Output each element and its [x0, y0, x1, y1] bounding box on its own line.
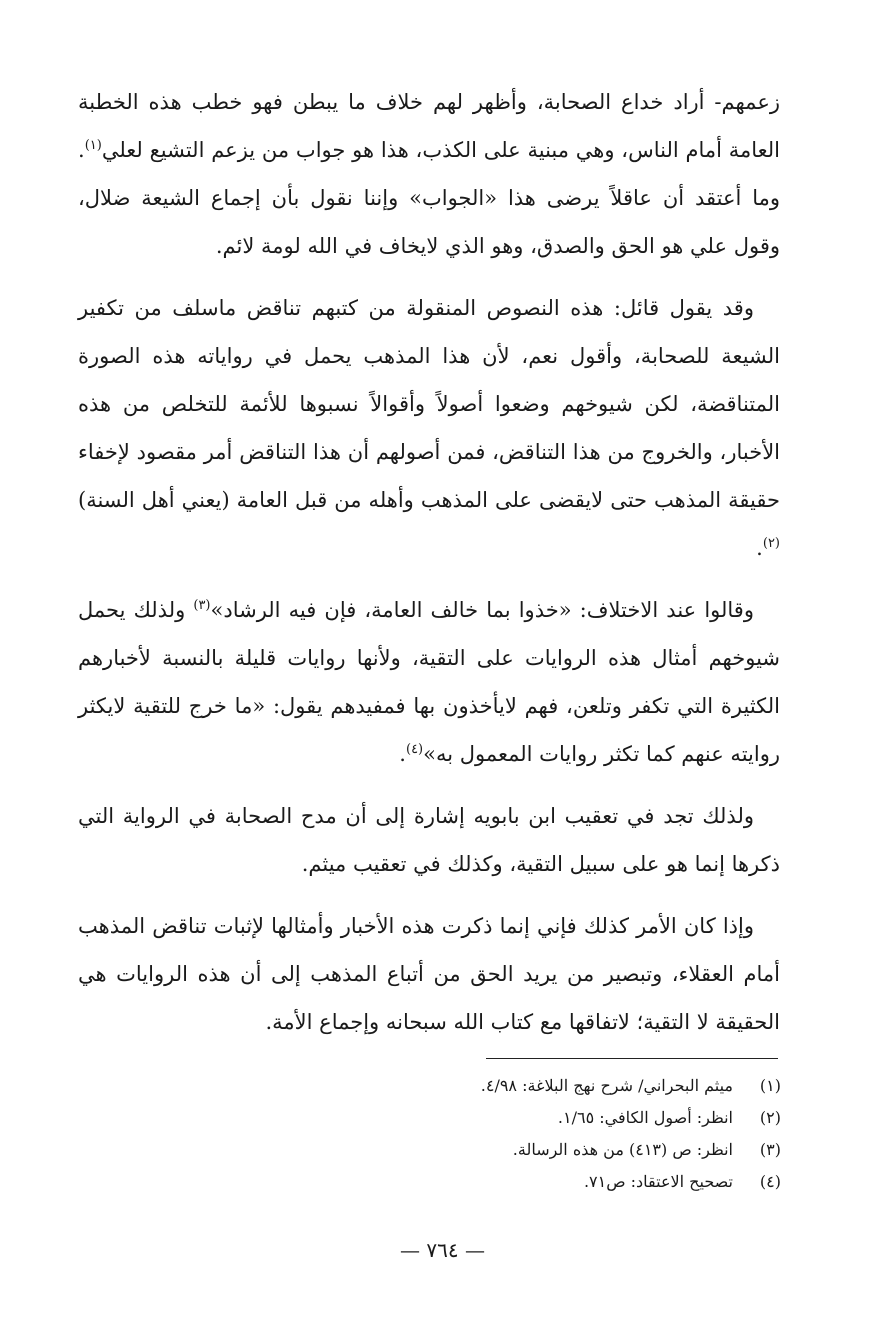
paragraph-4: [78, 792, 780, 888]
paragraph-text: . وما أعتقد أن عاقلاً يرضى هذا «الجواب» وإننا نقول بأن إجماع الشيعة ضلال، وقول علي هو الحق والصدق، وهو الذي لايخاف في الله لومة لائم.: [78, 138, 780, 258]
paragraph-text: وقد يقول قائل: هذه النصوص المنقولة من كتبهم تناقض ماسلف من تكفير الشيعة للصحابة، وأقول نعم، لأن هذا المذهب يحمل في رواياته هذه الصورة المتناقضة، لكن شيوخهم وضعوا أصولاً وأقوالاً نسبوها للأئمة للتخلص من هذه الأخبار، والخروج من هذا التناقض، فمن أصولهم أن هذا التناقض أمر مقصود لإخفاء حقيقة المذهب حتى لايقضى على المذهب وأهله من قبل العامة (يعني أهل السنة): [78, 296, 780, 512]
footnote-item: [221, 1102, 781, 1134]
footnote-ref[interactable]: (١): [84, 138, 102, 153]
paragraph-text: وقالوا عند الاختلاف: «خذوا بما خالف العامة، فإن فيه الرشاد»: [210, 598, 754, 622]
footnote-item: [221, 1070, 781, 1102]
footnote-number: (١): [759, 1076, 781, 1095]
footnote-number: (٢): [759, 1108, 781, 1127]
footnote-item: [221, 1134, 781, 1166]
paragraph-text: .: [399, 742, 406, 766]
page-number: — ٧٦٤ —: [400, 1238, 485, 1262]
footnote-ref[interactable]: (٣): [193, 598, 211, 613]
footnote-divider: [486, 1058, 778, 1059]
paragraph-text: وإذا كان الأمر كذلك فإني إنما ذكرت هذه الأخبار وأمثالها لإثبات تناقض المذهب أمام العقلاء، وتبصير من يريد الحق من أتباع المذهب إلى أن هذه الروايات هي الحقيقة لا التقية؛ لاتفاقها مع كتاب الله سبحانه وإجماع الأمة.: [78, 914, 780, 1034]
footnote-text: انظر: ص (٤١٣) من هذه الرسالة.: [512, 1140, 733, 1159]
footnote-text: ميثم البحراني/ شرح نهج البلاغة: ٤/٩٨.: [480, 1076, 733, 1095]
paragraph-text: .: [756, 536, 763, 560]
footnote-number: (٣): [759, 1140, 781, 1159]
paragraph-text: ولذلك تجد في تعقيب ابن بابويه إشارة إلى أن مدح الصحابة في الرواية التي ذكرها إنما هو على سبيل التقية، وكذلك في تعقيب ميثم.: [78, 804, 780, 876]
footnotes: [221, 1070, 781, 1198]
paragraph-text: زعمهم- أراد خداع الصحابة، وأظهر لهم خلاف ما يبطن فهو خطب هذه الخطبة العامة أمام الناس، وهي مبنية على الكذب، هذا هو جواب من يزعم التشيع لعلي: [78, 90, 780, 162]
paragraph-3: [78, 586, 780, 778]
footnote-number: (٤): [759, 1172, 781, 1191]
footnote-text: انظر: أصول الكافي: ١/٦٥.: [557, 1108, 733, 1127]
paragraph-2: [78, 284, 780, 572]
footnote-ref[interactable]: (٤): [405, 742, 424, 757]
paragraph-5: [78, 902, 780, 1046]
footnote-item: [221, 1166, 781, 1198]
footnote-text: تصحيح الاعتقاد: ص٧١.: [583, 1172, 733, 1191]
paragraph-text: ولذلك يحمل شيوخهم أمثال هذه الروايات على التقية، ولأنها روايات قليلة بالنسبة لأخبارهم الكثيرة التي تكفر وتلعن، فهم لايأخذون بها فمفيدهم يقول: «ما خرج للتقية لايكثر روايته عنهم كما تكثر روايات المعمول به»: [78, 598, 780, 766]
footnote-ref[interactable]: (٢): [762, 536, 780, 551]
paragraph-1: [78, 78, 780, 270]
page-body: [78, 78, 780, 1060]
